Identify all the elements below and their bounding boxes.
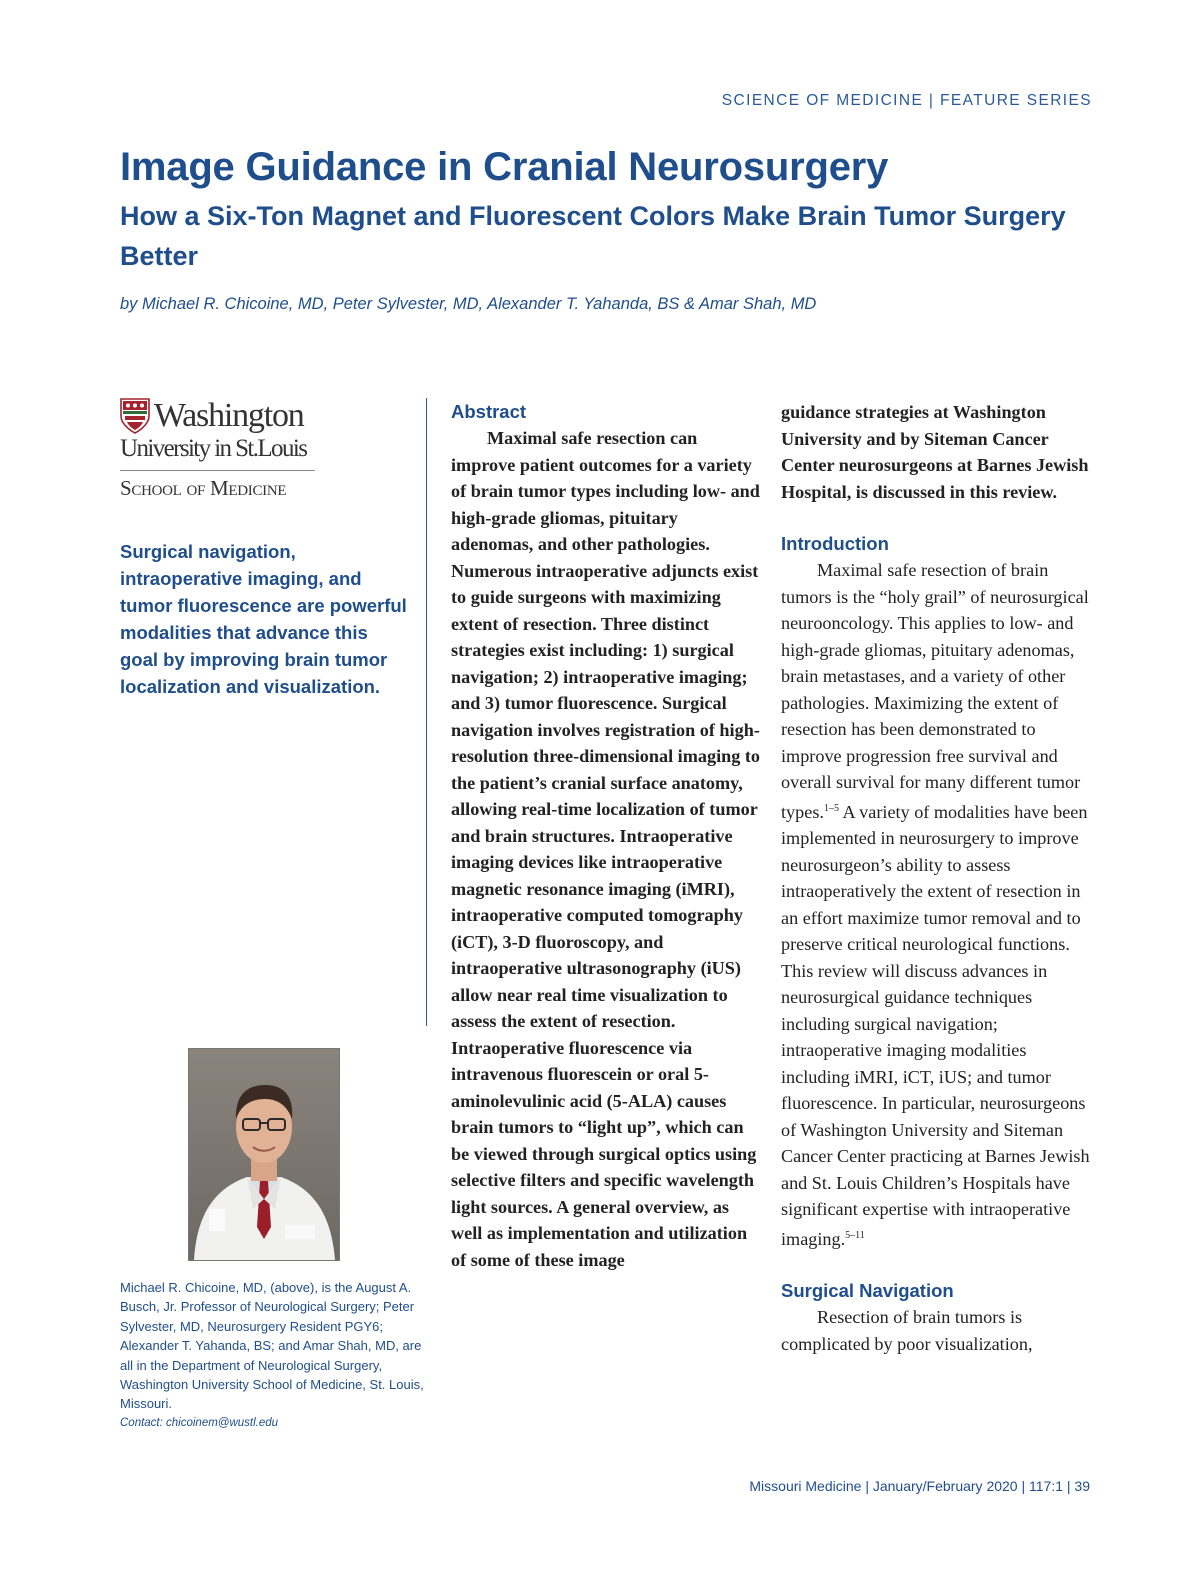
logo-line-school: School of Medicine <box>120 476 287 500</box>
surgical-navigation-heading: Surgical Navigation <box>781 1280 954 1302</box>
abstract-text: Maximal safe resection can improve patient outcomes for a variety of brain tumor types including low- and high-grade gliomas, pituitary adenomas, and other pathologies. Numerous intraoperative adjuncts exist to guide surgeons with maximizing extent of resection. Three distinct strategies exist including: 1) surgical navigation; 2) intraoperative imaging; and 3) tumor fluorescence. Surgical navigation involves registration of high-resolution three-dimensional imaging to the patient’s cranial surface anatomy, allowing real-time localization of tumor and brain structures. Intraoperative imaging devices like intraoperative magnetic resonance imaging (iMRI), intraoperative computed tomography (iCT), 3-D fluoroscopy, and intraoperative ultrasonography (iUS) allow near real time visualization to assess the extent of resection. Intraoperative fluorescence via intravenous fluorescein or oral 5-aminolevulinic acid (5-ALA) causes brain tumors to “light up”, which can be viewed through surgical optics using selective filters and specific wavelength light sources. A general overview, as well as implementation and utilization of some of these image <box>451 428 761 1270</box>
author-caption <box>120 1278 425 1433</box>
introduction-text-part1: Maximal safe resection of brain tumors is the “holy grail” of neurosurgical neurooncology. This applies to low- and high-grade gliomas, pituitary adenomas, brain metastases, and a variety of other pathologies. Maximizing the extent of resection has been demonstrated to improve progression free survival and overall survival for many different tumor types. <box>781 560 1089 822</box>
caption-text: Michael R. Chicoine, MD, (above), is the August A. Busch, Jr. Professor of Neurological Surgery; Peter Sylvester, MD, Neurosurgery Resident PGY6; Alexander T. Yahanda, BS; and Amar Shah, MD, are all in the Department of Neurological Surgery, Washington University School of Medicine, St. Louis, Missouri. <box>120 1280 424 1412</box>
abstract-heading: Abstract <box>451 401 527 422</box>
introduction-text <box>781 557 1091 1252</box>
page-footer: Missouri Medicine | January/February 2020 | 117:1 | 39 <box>749 1478 1090 1494</box>
article-title: Image Guidance in Cranial Neurosurgery <box>120 145 889 189</box>
reference-superscript: 5–11 <box>845 1229 865 1241</box>
abstract-continued: guidance strategies at Washington University and by Siteman Cancer Center neurosurgeons at Barnes Jewish Hospital, is discussed in this review. <box>781 402 1089 502</box>
right-column <box>781 399 1091 1357</box>
abstract-column <box>451 399 761 1273</box>
shield-icon <box>120 398 150 434</box>
introduction-heading: Introduction <box>781 533 889 554</box>
portrait-illustration <box>189 1049 339 1260</box>
column-divider <box>426 398 427 1026</box>
logo-divider <box>120 470 315 471</box>
logo-line-washington: Washington <box>154 397 304 434</box>
author-photo <box>188 1048 340 1261</box>
pull-quote: Surgical navigation, intraoperative imaging, and tumor fluorescence are powerful modalities that advance this goal by improving brain tumor localization and visualization. <box>120 541 407 697</box>
surgical-navigation-text: Resection of brain tumors is complicated by poor visualization, <box>781 1307 1033 1354</box>
author-byline: by Michael R. Chicoine, MD, Peter Sylvester, MD, Alexander T. Yahanda, BS & Amar Shah, MD <box>120 295 817 313</box>
logo-line-university: University in St.Louis <box>120 435 307 462</box>
university-logo <box>120 397 320 507</box>
introduction-text-part2: A variety of modalities have been implemented in neurosurgery to improve neurosurgeon’s ability to assess intraoperatively the extent of resection in an effort maximize tumor removal and to preserve critical neurological functions. This review will discuss advances in neurosurgical guidance techniques including surgical navigation; intraoperative imaging modalities including iMRI, iCT, iUS; and tumor fluorescence. In particular, neurosurgeons of Washington University and Siteman Cancer Center practicing at Barnes Jewish and St. Louis Children’s Hospitals have significant expertise with intraoperative imaging. <box>781 801 1090 1249</box>
caption-contact: Contact: chicoinem@wustl.edu <box>120 1416 279 1429</box>
series-label: SCIENCE OF MEDICINE | FEATURE SERIES <box>721 92 1092 109</box>
article-subtitle: How a Six-Ton Magnet and Fluorescent Colors Make Brain Tumor Surgery Better <box>120 201 1066 271</box>
reference-superscript: 1–5 <box>823 802 839 814</box>
